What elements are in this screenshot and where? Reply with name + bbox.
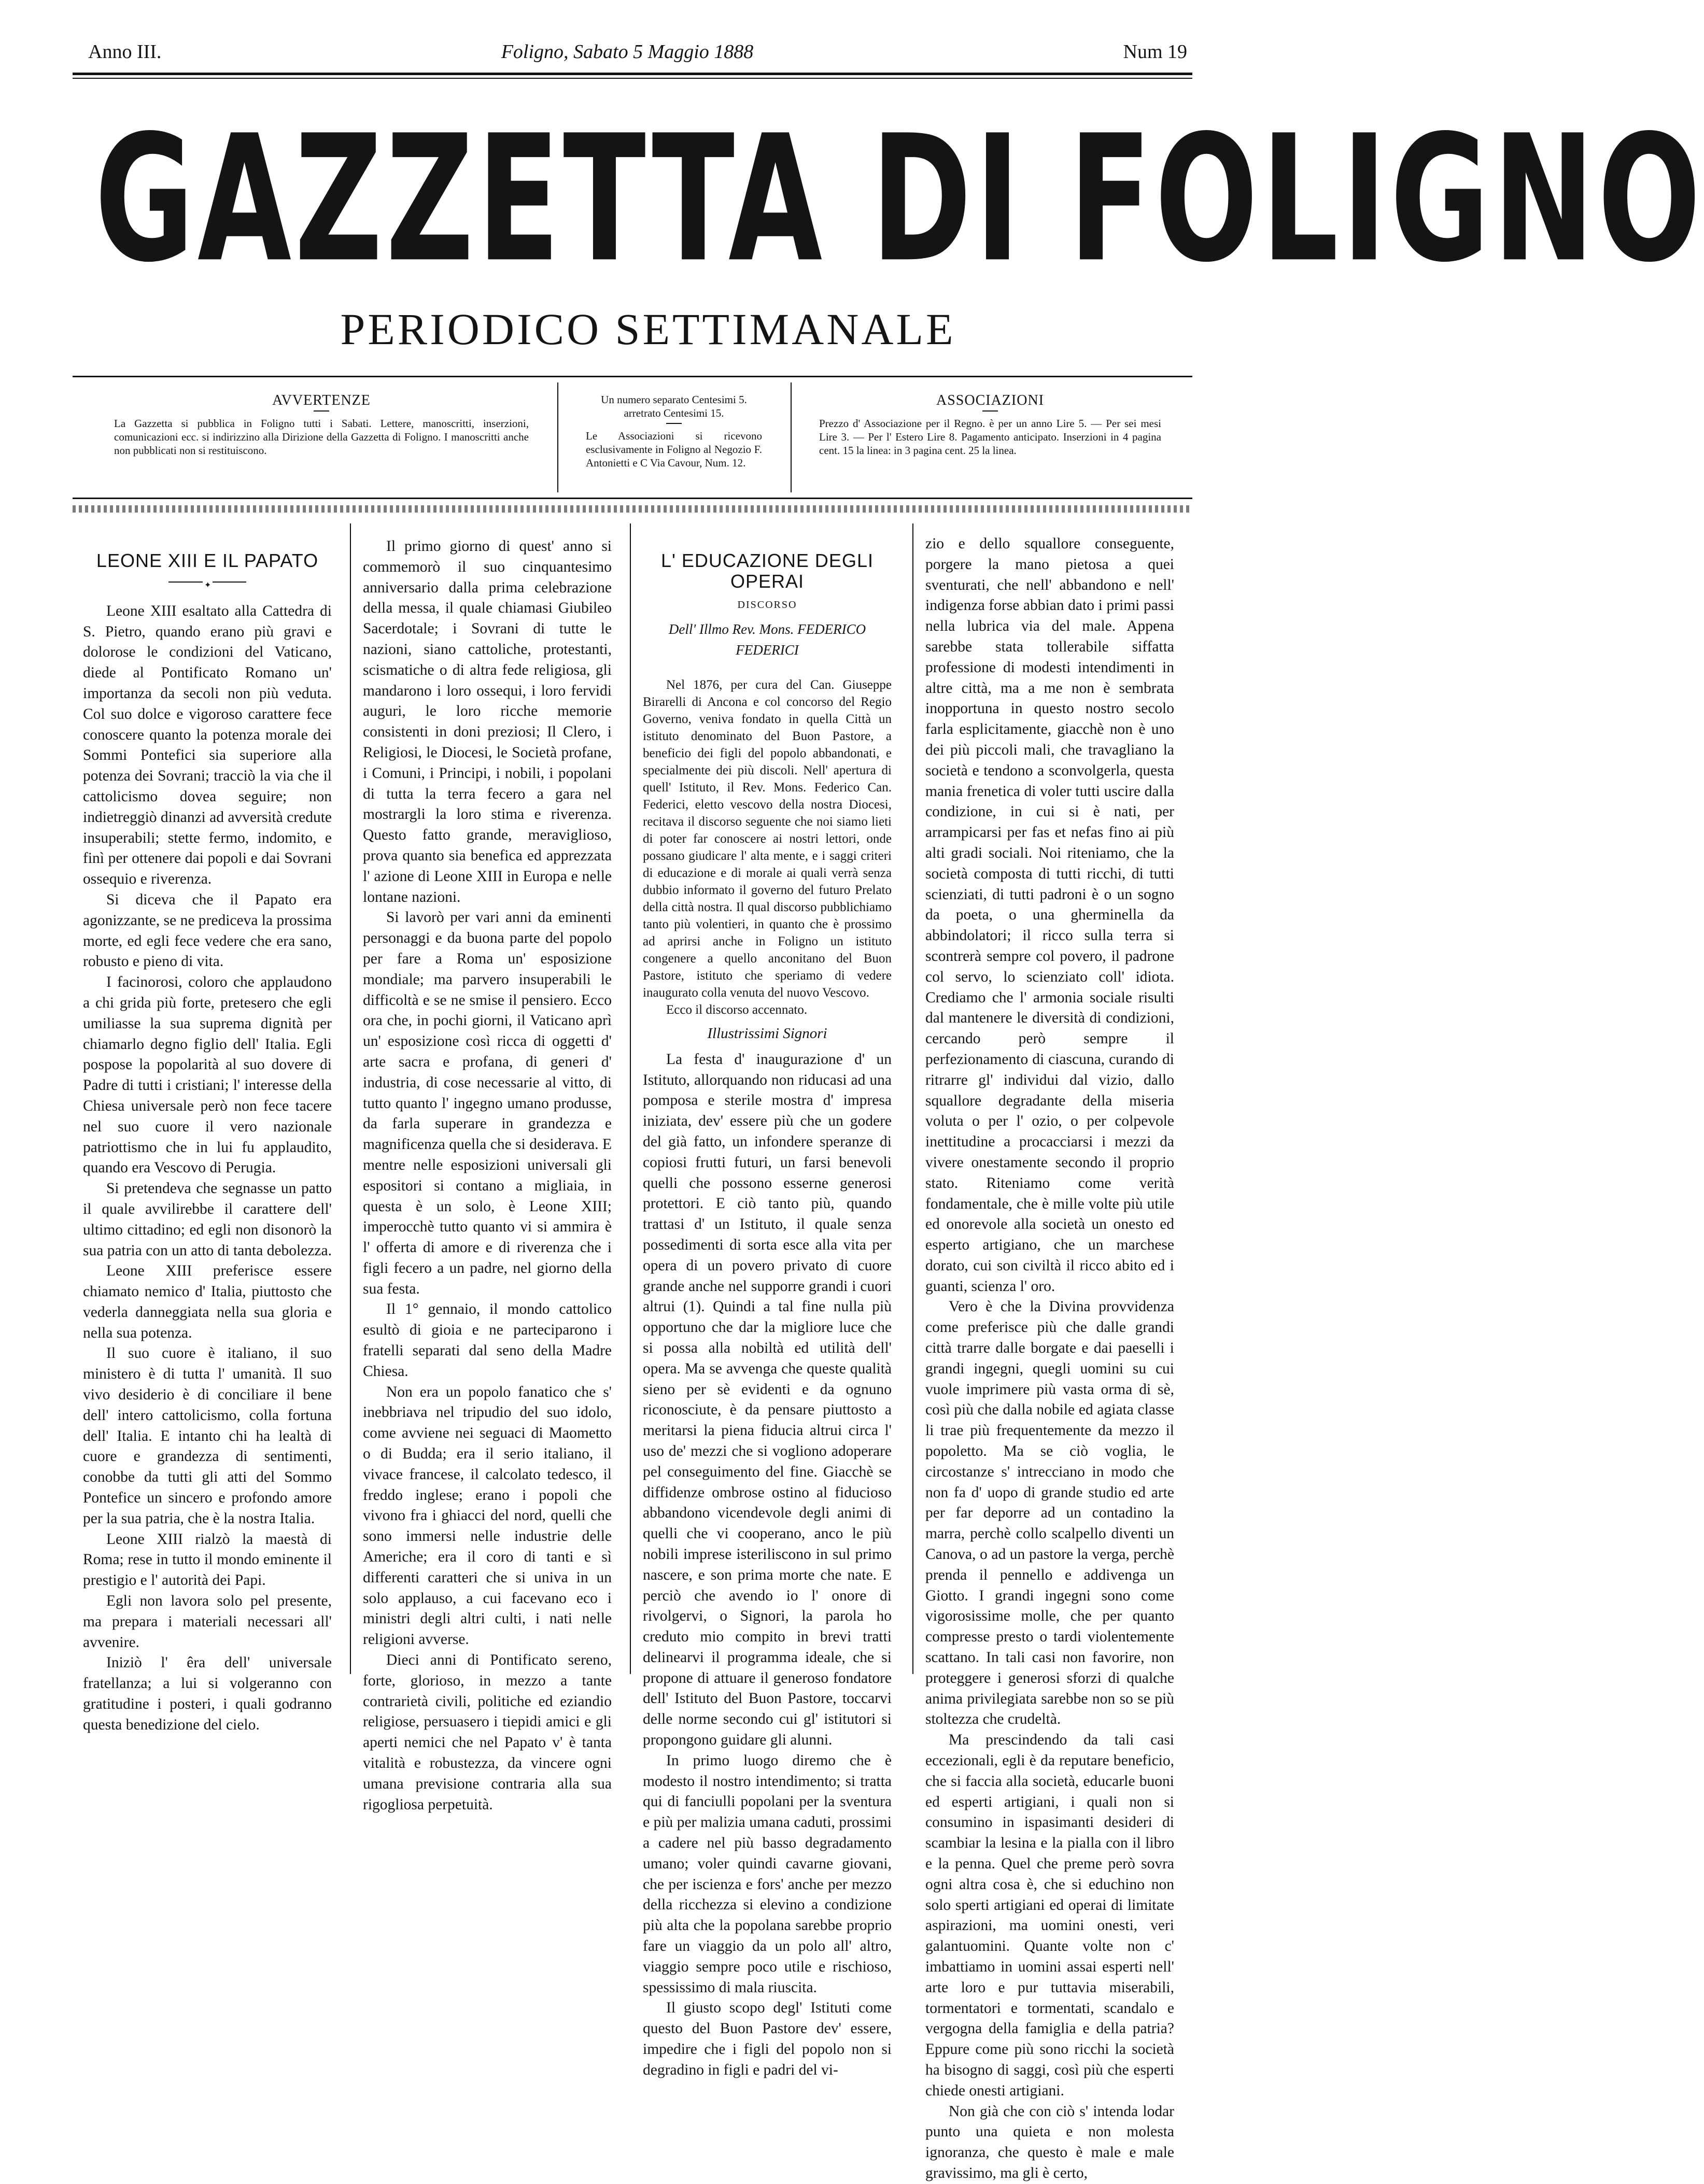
subscriptions-text: Le Associazioni si ricevono esclusivamente in Foligno al Negozio F. Antonietti e C Via Cavour, Num. 12. xyxy=(586,430,762,469)
issue-year: Anno III. xyxy=(88,41,162,63)
avvertenze-title: AVVERTENZE xyxy=(272,392,371,408)
info-divider-2 xyxy=(791,382,792,492)
price-block xyxy=(565,377,783,498)
info-box xyxy=(73,376,1192,499)
newspaper-subtitle: PERIODICO SETTIMANALE xyxy=(340,304,956,354)
paragraph: Ma prescindendo da tali casi eccezionali, egli è da reputare beneficio, che si faccia alla società, educarle buoni ed esperti artigiani, i quali non si consumino in ispasimanti desideri di scambiar la lesina e la pialla con il libro e la penna. Quel che preme però sovra ogni altra cosa è, che si educhino non solo sperti artigiani ed operai di limitate aspirazioni, ma uomini onesti, veri galantuomini. Quante volte non c' imbattiamo in uomini assai esperti nell' arte loro e pur tuttavia miserabili, tormentatori e tormentati, scandalo e vergogna della famiglia e della patria? Eppure come più sono ricchi la società ha bisogno di saggi, così più che esperti chiede onesti artigiani. xyxy=(925,1732,1174,2099)
column-4 xyxy=(925,534,1174,2181)
column-1 xyxy=(83,518,332,1733)
issue-number: Num 19 xyxy=(1123,41,1187,63)
column-rule-2 xyxy=(630,523,631,1674)
paragraph: Si diceva che il Papato era agonizzante, se ne prediceva la prossima morte, ed egli fece vedere che era sano, robusto e pieno di vita. xyxy=(83,891,332,970)
price-text: Un numero separato Centesimi 5. arretrato Centesimi 15. xyxy=(601,393,747,419)
paragraph: Dieci anni di Pontificato sereno, forte, glorioso, in mezzo a tante contrarietà civili, politiche ed eziandio religiose, persuasero i tiepidi amici e gli aperti nemici che nel Papato v' è tanta vitalità e robustezza, da vincere ogni umana previsione contraria alla sua rigogliosa perpetuità. xyxy=(363,1652,612,1813)
paragraph: In primo luogo diremo che è modesto il nostro intendimento; si tratta qui di fanciulli popolani per la sventura e più per malizia umana caduti, prossimi a cadere nel più basso degradamento umano; voler quindi cavarne giovani, che per iscienza e fors' anche per mezzo della ricchezza si elevino a condizione più alta che la popolana sarebbe proprio fare un viaggio da un polo all' altro, viaggio sempre poco utile e rischioso, spessissimo di mala riuscita. xyxy=(643,1752,892,1996)
avvertenze-text: La Gazzetta si pubblica in Foligno tutti i Sabati. Lettere, manoscritti, inserzioni, comunicazioni ecc. si indirizzino alla Dirizione della Gazzetta di Foligno. I manoscritti anche non pubblicati non si restituiscono. xyxy=(114,417,529,457)
paragraph: Iniziò l' êra dell' universale fratellanza; a lui si volgeranno con gratitudine i posteri, i quali godranno questa benedizione del cielo. xyxy=(83,1654,332,1733)
associazioni-text: Prezzo d' Associazione per il Regno. è per un anno Lire 5. — Per sei mesi Lire 3. — Per l' Estero Lire 8. Pagamento anticipato. Inserzioni in 4 pagina cent. 15 la linea: in 3 pagina cent. 25 la linea. xyxy=(819,417,1161,457)
paragraph: Leone XIII preferisce essere chiamato nemico d' Italia, piuttosto che vederla danneggiata nella sua gloria e nella sua potenza. xyxy=(83,1263,332,1341)
article-educazione-title: L' EDUCAZIONE DEGLI OPERAI xyxy=(661,550,874,592)
article-leone-title: LEONE XIII E IL PAPATO xyxy=(96,550,319,571)
article-kind: DISCORSO xyxy=(737,599,797,611)
avvertenze-dash xyxy=(314,410,329,412)
paragraph: La festa d' inaugurazione d' un Istituto, allorquando non riducasi ad una pomposa e sterile mostra d' impresa iniziata, dev' essere più che un godere del già fatto, un infondere speranze di copiosi frutti futuri, un farsi benevoli quelli che possono esserne generosi protettori. E ciò tanto più, quando trattasi d' un Istituto, il quale senza possedimenti di sorta esce alla vita per opera di un povero privato di cuore grande anche nel supporre grandi i cuori altrui (1). Quindi a tal fine nulla più opportuno che dar la migliore luce che si possa alla nobiltà ed utilità dell' opera. Ma se avvenga che queste qualità sieno per sè evidenti e da ognuno riconosciute, è da pensare piuttosto a meritarsi la piena fiducia altrui circa l' uso de' mezzi che si vogliono adoperare pel conseguimento del fine. Giacchè se diffidenze ombrose ostino al fiducioso abbandono vicendevole degli animi di quelli che vi cooperano, anco le più nobili imprese isteriliscono in sul primo nascere, e son prima morte che nate. E perciò che avendo io l' onore di rivolgervi, o Signori, la parola ho creduto mio compito in brevi tratti delinearvi il programma ideale, che si propone di attuare il generoso fondatore dell' Istituto del Buon Pastore, toccarvi delle norme secondo cui gl' istitutori si propongono guidare gli alunni. xyxy=(643,1051,892,1749)
paragraph: Si pretendeva che segnasse un patto il quale avvilirebbe il carattere dell' ultimo cittadino; ed egli non disonorò la sua patria con un atto di tanta debolezza. xyxy=(83,1180,332,1259)
newspaper-title: GAZZETTA DI FOLIGNO xyxy=(94,98,1704,301)
top-rule xyxy=(73,73,1192,75)
masthead xyxy=(73,98,1704,301)
top-rule-thin xyxy=(73,78,1192,79)
paragraph: Non era un popolo fanatico che s' inebbriava nel tripudio del suo idolo, come avviene nei seguaci di Maometto o di Budda; era il serio italiano, il vivace francese, il calcolato tedesco, il freddo inglese; erano i popoli che vivono fra i ghiacci del nord, quelli che sono immersi nelle industrie delle Americhe; era il coro di tanti e sì differenti caratteri che si univa in un solo applauso, a cui facevano eco i ministri degli altri culti, i nati nelle religioni avverse. xyxy=(363,1383,612,1648)
avvertenze-block xyxy=(93,377,550,498)
info-divider-1 xyxy=(557,382,558,492)
wavy-divider xyxy=(73,505,1192,513)
paragraph: Egli non lavora solo pel presente, ma prepara i materiali necessari all' avvenire. xyxy=(83,1593,332,1651)
paragraph: Vero è che la Divina provvidenza come preferisce più che dalle grandi città trarre dalle borgate e dai paeselli i grandi ingegni, quegli uomini su cui vuole imprimere più vasta orma di sè, così più che dalla nobile ed agiata classe li trae più frequentemente da mezzo il popoletto. Ma se ciò voglia, le circostanze s' intrecciano in modo che non fa d' uopo di grande studio ed arte per far deporre ad un contadino la marra, perchè collo scalpello diventi un Canova, o ad un pastore la verga, perchè prenda il pennello e addivenga un Giotto. I grandi ingegni sono come vigorosissime molle, che per quanto compresse presto o tardi violentemente scattano. In tali casi non favorire, non proteggere i generosi sforzi di qualche anima privilegiata sarebbe non so se più stoltezza che crudeltà. xyxy=(925,1298,1174,1728)
paragraph: Il 1° gennaio, il mondo cattolico esultò di gioia e ne parteciparono i fratelli separati dal seno della Madre Chiesa. xyxy=(363,1301,612,1380)
intro-paragraph: Nel 1876, per cura del Can. Giuseppe Birarelli di Ancona e col concorso del Regio Governo, veniva fondato in quella Città un istituto denominato del Buon Pastore, a beneficio dei figli del popolo abbandonati, e specialmente dei più discoli. Nell' apertura di quell' Istituto, il Rev. Mons. Federico Can. Federici, eletto vescovo della nostra Diocesi, recitava il discorso seguente che noi siamo lieti di poter far conoscere ai nostri lettori, onde possano giudicare l' alta mente, e i saggi criteri di educazione e di morale ai quali verrà senza dubbio informato il governo del futuro Prelato della città nostra. Il qual discorso pubblichiamo tanto più volentieri, in quanto che è prossimo ad aprirsi anche in Foligno un istituto congenere a quello anconitano del Buon Pastore, istituto che speriamo di vedere inaugurato colla venuta del nuovo Vescovo. xyxy=(643,677,892,1000)
paragraph: I facinorosi, coloro che applaudono a chi grida più forte, pretesero che egli umiliasse la sua suprema dignità per chiamarlo degno figlio dell' Italia. Egli pospose la popolarità al suo dovere di Padre di tutti i cristiani; l' interesse della Chiesa universale però non fece tacere nel suo cuore il vero nazionale patriottismo che in lui fu applaudito, quando era Vescovo di Perugia. xyxy=(83,974,332,1176)
intro-paragraph-2: Ecco il discorso accennato. xyxy=(666,1002,808,1017)
column-rule-3 xyxy=(912,523,913,1674)
issue-line xyxy=(57,40,1198,72)
column-2 xyxy=(363,536,612,1813)
article-author: Dell' Illmo Rev. Mons. FEDERICO FEDERICI xyxy=(668,621,866,658)
paragraph: zio e dello squallore conseguente, porgere la mano pietosa a quei sventurati, che nell' abbandono e nell' indigenza forse abbian dato i primi passi nella lubrica via del male. Appena sarebbe stata tollerabile siffatta professione di modesti intendimenti in altre città, ma a me non è sembrata inopportuna in questo nostro secolo farla esplicitamente, giacchè non è uno dei più piccoli mali, che travagliano la società e tendono a sconvolgerla, questa mania frenetica di voler tutti uscire dalla condizione, in cui si è nati, per arrampicarsi per fas et nefas fino ai più alti gradi sociali. Noi riteniamo, che la società composta di tutti ricchi, di tutti scienziati, di tutti padroni è o un sogno da poeta, o una gherminella da abbindolatori; il ricco sulla terra si scontrerà sempre col povero, il padrone col servo, lo scienziato coll' idiota. Crediamo che l' armonia sociale risulti dal mantenere le diversità di condizioni, cercando però sempre il perfezionamento di ciascuna, curando di ritrarre gl' individui dal vizio, dallo squallore degradante della miseria voluta o per l' ozio, o per colpevole inettitudine a procacciarsi i mezzi da vivere onestamente secondo il proprio stato. Riteniamo come verità fondamentale, che è mille volte più utile ed onorevole alla società un onesto ed esperto artigiano, che un marchese dorato, cui son civiltà il ricco abito ed i guanti, scienza l' oro. xyxy=(925,535,1174,1295)
paragraph: Leone XIII rialzò la maestà di Roma; rese in tutto il mondo eminente il prestigio e l' autorità dei Papi. xyxy=(83,1530,332,1589)
associazioni-block xyxy=(798,377,1182,498)
paragraph: Il suo cuore è italiano, il suo ministero è di tutta l' umanità. Il suo vivo desiderio è di conciliare il bene dell' intero cattolicismo, colla fortuna dell' Italia. E intanto chi ha lealtà di cuore e grandezza di sentimenti, conobbe da tutti gli atti del Sommo Pontefice un sincero e profondo amore per la sua patria, che è la nostra Italia. xyxy=(83,1345,332,1527)
paragraph: Il giusto scopo degl' Istituti come questo del Buon Pastore dev' essere, impedire che i figli del popolo non si degradino in figli e padri del vi- xyxy=(643,1999,892,2078)
paragraph: Leone XIII esaltato alla Cattedra di S. Pietro, quando erano più gravi e dolorose le condizioni del Vaticano, diede al Pontificato Romano un' importanza da secoli non più veduta. Col suo dolce e vigoroso carattere fece conoscere quanto la potenza morale dei Sommi Pontefici sia superiore alla potenza dei Sovrani; tracciò la via che il cattolicismo dovea seguire; non indietreggiò dinanzi ad avversità credute insuperabili; stette fermo, indomito, e finì per ottenere dai popoli e dai Sovrani ossequio e riverenza. xyxy=(83,602,332,888)
title-ornament xyxy=(168,582,246,583)
price-dash xyxy=(666,423,682,424)
paragraph: Non già che con ciò s' intenda lodar punto una quieta e non molesta ignoranza, che questo è male e male gravissimo, ma gli è certo, xyxy=(925,2103,1174,2181)
issue-place-date: Foligno, Sabato 5 Maggio 1888 xyxy=(501,41,754,63)
salutation: Illustrissimi Signori xyxy=(707,1025,827,1042)
paragraph: Si lavorò per vari anni da eminenti personaggi e da buona parte del popolo per fare a Roma un' esposizione mondiale; ma parvero insuperabili le difficoltà e se ne smise il pensiero. Ecco ora che, in pochi giorni, il Vaticano aprì un' esposizione così ricca di oggetti d' arte sacra e profana, di generi d' industria, di cose necessarie al vitto, di tutto quanto l' ingegno umano produsse, da farla superare in grandezza e magnificenza quella che si desiderava. E mentre nelle esposizioni universali gli espositori si contano a migliaia, in questa è un solo, è Leone XIII; imperocchè tutto quanto vi si ammira è l' offerta di amore e di riverenza che i figli fecero a un padre, nel giorno della sua festa. xyxy=(363,909,612,1297)
column-rule-1 xyxy=(350,523,351,1674)
associazioni-title: ASSOCIAZIONI xyxy=(936,392,1044,408)
column-3 xyxy=(643,518,892,2078)
associazioni-dash xyxy=(982,410,998,412)
paragraph: Il primo giorno di quest' anno si commemorò il suo cinquantesimo anniversario dalla prima celebrazione della messa, il quale chiamasi Giubileo Sacerdotale; i Sovrani di tutte le nazioni, siano cattoliche, protestanti, scismatiche o di altra fede religiosa, gli mandarono i loro ossequi, i loro fervidi auguri, le loro ricche memorie consistenti in doni preziosi; Il Clero, i Religiosi, le Diocesi, le Società profane, i Comuni, i Principi, i nobili, i popolani di tutta la terra fecero a gara nel mostrargli la loro stima e riverenza. Questo fatto grande, meraviglioso, prova quanto sia benefica ed apprezzata l' azione di Leone XIII in Europa e nelle lontane nazioni. xyxy=(363,538,612,905)
